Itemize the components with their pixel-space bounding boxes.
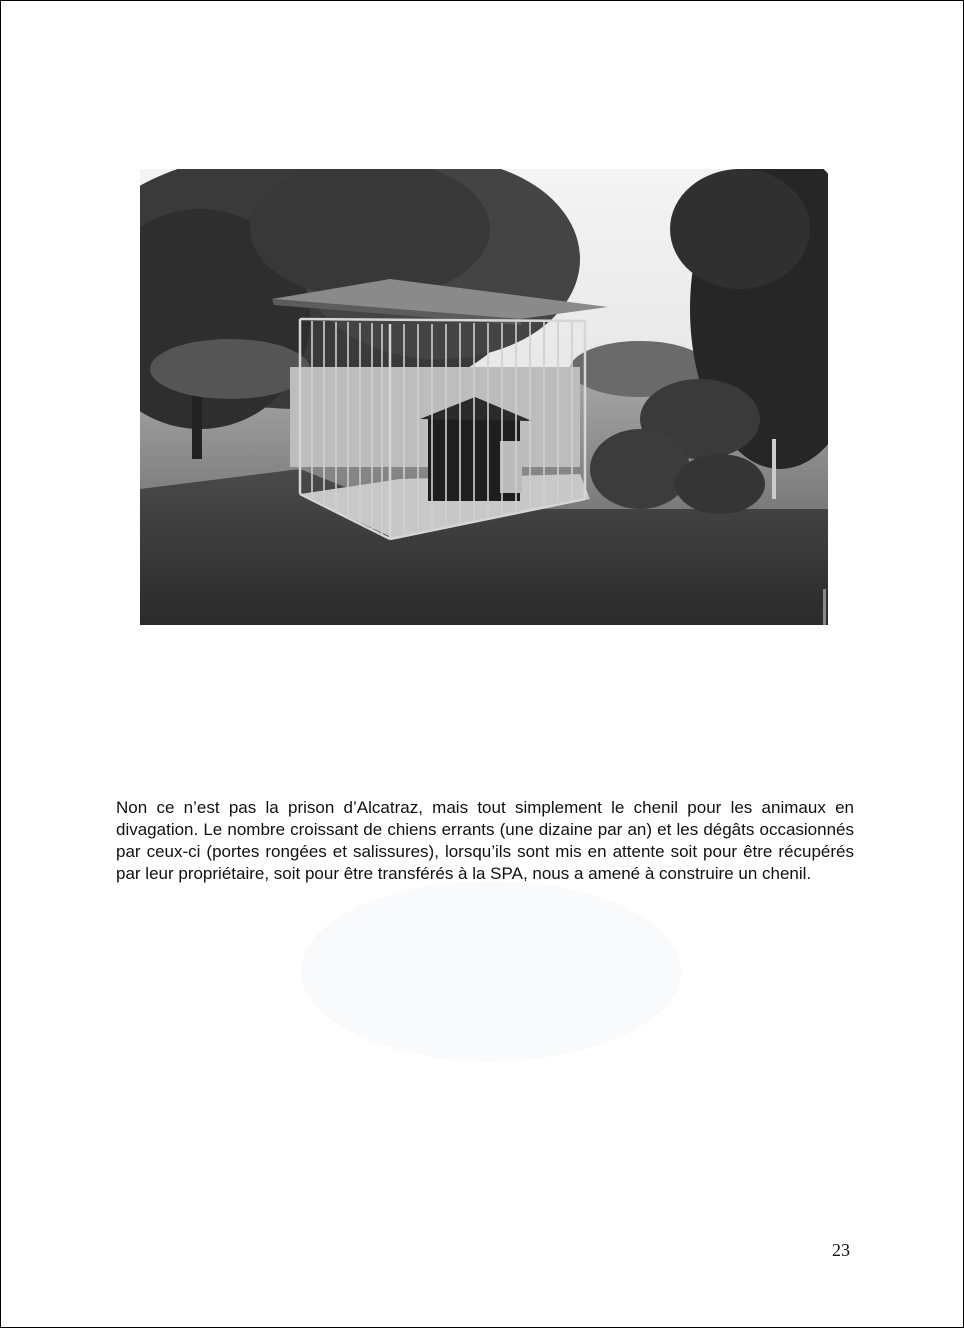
- kennel-photo-drawing: [140, 169, 828, 625]
- page-number: 23: [832, 1240, 850, 1260]
- kennel-photo: [140, 169, 828, 625]
- body-paragraph: Non ce n’est pas la prison d’Alcatraz, mais tout simplement le chenil pour les animaux en divagation. Le nombre croissant de chiens errants (une dizaine par an) et les dégâts occasionnés par ceux-ci (portes rongées et salissures), lorsqu’ils sont mis en attente soit pour être récupérés par leur propriétaire, soit pour être transférés à la SPA, nous a amené à construire un chenil.: [116, 798, 854, 883]
- scan-smudge: [301, 881, 681, 1061]
